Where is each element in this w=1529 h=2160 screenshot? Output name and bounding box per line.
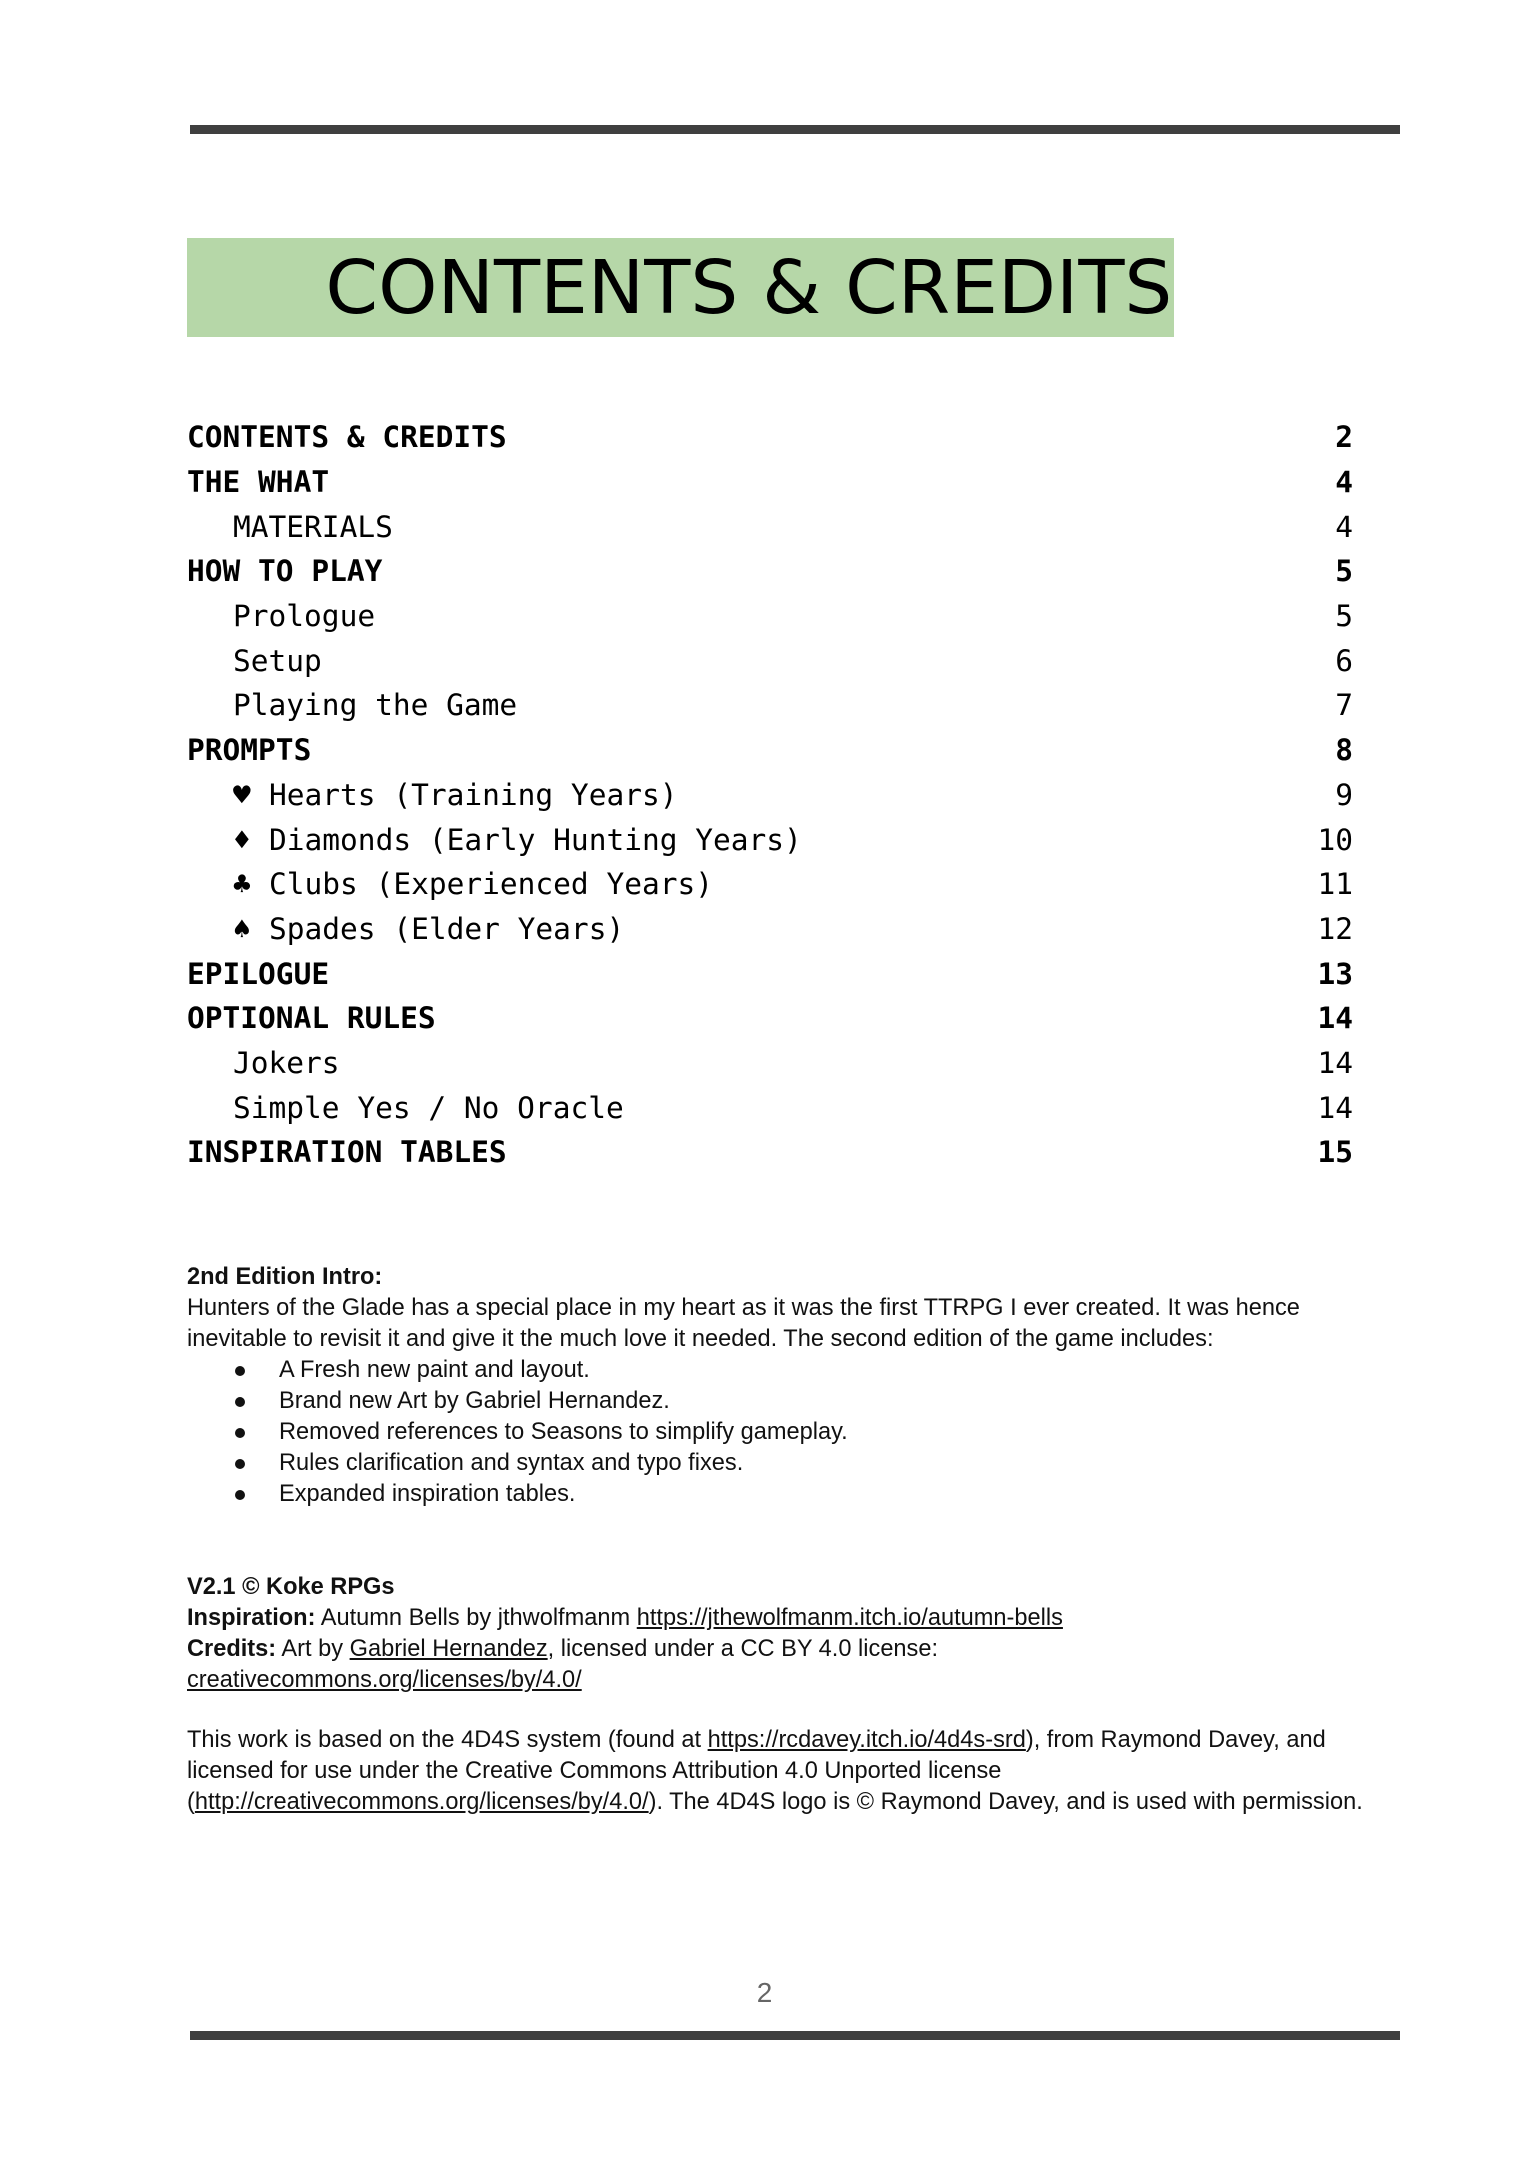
license-section	[187, 1725, 1367, 1818]
credits-section	[187, 1572, 1367, 1696]
bullet-icon	[235, 1397, 245, 1407]
toc-label	[187, 823, 802, 857]
toc-row[interactable]	[187, 683, 1353, 728]
toc-page-number: 5	[1335, 599, 1353, 634]
srd-link[interactable]: https://rcdavey.itch.io/4d4s-srd	[707, 1727, 1026, 1753]
toc-page-number: 2	[1335, 420, 1353, 455]
license-text-2: ), from Raymond Davey, and licensed for use under the Creative Commons Attribution 4.0 Unported license (	[187, 1727, 1326, 1815]
toc-label-text: Prologue	[233, 599, 376, 634]
suit-icon: ♣	[233, 867, 251, 902]
inspiration-text: Autumn Bells by jthwolfmanm	[315, 1605, 637, 1631]
inspiration-line	[187, 1603, 1367, 1634]
toc-row[interactable]	[187, 951, 1353, 996]
toc-row[interactable]	[187, 1041, 1353, 1086]
toc-row[interactable]	[187, 415, 1353, 460]
toc-page-number: 10	[1317, 822, 1353, 857]
toc-page-number: 13	[1317, 956, 1353, 991]
list-item	[235, 1417, 1367, 1448]
bullet-icon	[235, 1490, 245, 1500]
toc-label	[187, 510, 393, 544]
toc-row[interactable]	[187, 549, 1353, 594]
title-band	[187, 238, 1174, 337]
toc-row[interactable]	[187, 594, 1353, 639]
toc-row[interactable]	[187, 638, 1353, 683]
bullet-text: Rules clarification and syntax and typo fixes.	[279, 1450, 744, 1476]
credits-label: Credits:	[187, 1636, 277, 1662]
toc-label	[187, 688, 517, 722]
toc-label-text: Clubs (Experienced Years)	[269, 867, 714, 902]
toc-page-number: 14	[1317, 1001, 1353, 1036]
bullet-text: Brand new Art by Gabriel Hernandez.	[279, 1388, 670, 1414]
license-paragraph	[187, 1725, 1367, 1818]
toc-label-text: Jokers	[233, 1045, 340, 1080]
toc-row[interactable]	[187, 1085, 1353, 1130]
toc-label	[187, 465, 329, 499]
bottom-rule	[190, 2031, 1400, 2040]
toc-label	[187, 1135, 507, 1169]
toc-row[interactable]	[187, 862, 1353, 907]
inspiration-link[interactable]: https://jthewolfmanm.itch.io/autumn-bells	[636, 1605, 1063, 1631]
toc-label-text: Diamonds (Early Hunting Years)	[269, 822, 802, 857]
toc-page-number: 4	[1335, 509, 1353, 544]
toc-label-text: CONTENTS & CREDITS	[187, 420, 507, 455]
toc-page-number: 11	[1317, 867, 1353, 902]
toc-page-number: 15	[1317, 1135, 1353, 1170]
toc-label-text: PROMPTS	[187, 733, 312, 768]
toc-page-number: 8	[1335, 733, 1353, 768]
toc-page-number: 14	[1317, 1090, 1353, 1125]
credits-text-2: , licensed under a CC BY 4.0 license:	[547, 1636, 939, 1662]
toc-label-text: HOW TO PLAY	[187, 554, 383, 589]
toc-label	[187, 1001, 436, 1035]
toc-row[interactable]	[187, 460, 1353, 505]
toc-row[interactable]	[187, 504, 1353, 549]
toc-label	[187, 733, 311, 767]
cc-license-link[interactable]: http://creativecommons.org/licenses/by/4.0/	[194, 1789, 649, 1815]
suit-icon: ♦	[233, 822, 251, 857]
suit-icon: ♠	[233, 911, 251, 946]
license-text-3: ). The 4D4S logo is © Raymond Davey, and is used with permission.	[648, 1789, 1363, 1815]
toc-page-number: 12	[1317, 911, 1353, 946]
bullet-icon	[235, 1459, 245, 1469]
list-item	[235, 1448, 1367, 1479]
list-item	[235, 1355, 1367, 1386]
intro-section	[187, 1262, 1367, 1510]
toc-label-text: Hearts (Training Years)	[269, 777, 678, 812]
license-text-1: This work is based on the 4D4S system (found at	[187, 1727, 708, 1753]
credits-line	[187, 1634, 1367, 1696]
bullet-text: A Fresh new paint and layout.	[279, 1357, 590, 1383]
toc-label-text: THE WHAT	[187, 465, 330, 500]
list-item	[235, 1386, 1367, 1417]
toc-label	[187, 867, 713, 901]
toc-label	[187, 1091, 624, 1125]
toc-row[interactable]	[187, 773, 1353, 818]
toc-label	[187, 912, 624, 946]
inspiration-label: Inspiration:	[187, 1605, 316, 1631]
intro-body: Hunters of the Glade has a special place in my heart as it was the first TTRPG I ever created. It was hence inevitable to revisit it and give it the much love it needed. The second edition of the game includes:	[187, 1295, 1300, 1352]
toc-label-text: INSPIRATION TABLES	[187, 1135, 507, 1170]
intro-heading: 2nd Edition Intro:	[187, 1264, 383, 1290]
table-of-contents	[187, 415, 1353, 1175]
bullet-text: Removed references to Seasons to simplify gameplay.	[279, 1419, 848, 1445]
toc-row[interactable]	[187, 907, 1353, 952]
suit-icon: ♥	[233, 777, 251, 812]
toc-row[interactable]	[187, 817, 1353, 862]
toc-page-number: 14	[1317, 1045, 1353, 1080]
toc-label	[187, 1046, 340, 1080]
top-rule	[190, 125, 1400, 134]
bullet-text: Expanded inspiration tables.	[279, 1481, 576, 1507]
toc-label	[187, 957, 329, 991]
version-line: V2.1 © Koke RPGs	[187, 1574, 395, 1600]
toc-page-number: 6	[1335, 643, 1353, 678]
list-item	[235, 1479, 1367, 1510]
toc-label	[187, 599, 375, 633]
artist-link[interactable]: Gabriel Hernandez	[349, 1636, 548, 1662]
toc-label	[187, 778, 678, 812]
license-link[interactable]: creativecommons.org/licenses/by/4.0/	[187, 1667, 582, 1693]
toc-label-text: OPTIONAL RULES	[187, 1001, 436, 1036]
toc-label-text: Spades (Elder Years)	[269, 911, 625, 946]
bullet-icon	[235, 1366, 245, 1376]
intro-bullet-list	[187, 1355, 1367, 1510]
toc-page-number: 4	[1335, 465, 1353, 500]
toc-page-number: 9	[1335, 777, 1353, 812]
toc-page-number: 5	[1335, 554, 1353, 589]
toc-label	[187, 644, 322, 678]
toc-label-text: MATERIALS	[233, 509, 393, 544]
toc-label-text: Playing the Game	[233, 688, 518, 723]
toc-label-text: EPILOGUE	[187, 956, 330, 991]
page-title: CONTENTS & CREDITS	[325, 244, 1172, 331]
bullet-icon	[235, 1428, 245, 1438]
toc-label	[187, 420, 507, 454]
toc-label	[187, 554, 382, 588]
page-number: 2	[756, 1977, 773, 2008]
toc-row[interactable]	[187, 728, 1353, 773]
credits-text-1: Art by	[276, 1636, 350, 1662]
toc-page-number: 7	[1335, 688, 1353, 723]
toc-label-text: Setup	[233, 643, 322, 678]
toc-row[interactable]	[187, 996, 1353, 1041]
toc-row[interactable]	[187, 1130, 1353, 1175]
toc-label-text: Simple Yes / No Oracle	[233, 1090, 624, 1125]
